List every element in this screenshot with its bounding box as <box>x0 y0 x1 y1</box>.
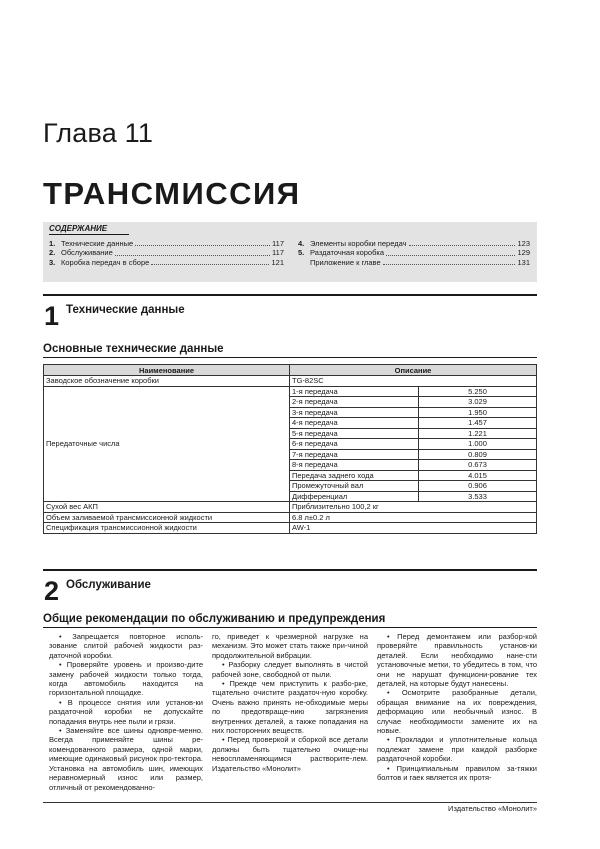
ratio-value: 4.015 <box>419 470 537 481</box>
table-cell-value: TG-82SC <box>290 376 537 387</box>
section-2-number: 2 <box>44 576 60 606</box>
section-1-subtitle-rule <box>43 357 537 358</box>
paragraph: • В процессе снятия или установ-ки раздаточной коробки не допускайте попадания внутрь нее пыли и грязи. <box>49 697 203 726</box>
page-title: ТРАНСМИССИЯ <box>43 176 301 211</box>
ratio-value: 5.250 <box>419 386 537 397</box>
ratio-name: 1-я передача <box>290 386 419 397</box>
toc-heading: СОДЕРЖАНИЕ <box>49 224 108 233</box>
toc-item[interactable]: 2. Обслуживание 117 <box>49 248 284 258</box>
ratio-value: 0.809 <box>419 449 537 460</box>
ratio-name: 3-я передача <box>290 407 419 418</box>
section-1-title: Технические данные <box>66 304 185 316</box>
paragraph: • Прежде чем приступить к разбо-рке, тщательно очистите раздаточ-ную коробку. Очень важно принять не-обходимые меры по предотвраще-нию загрязнения внутренних деталей, а также попадания на них посторонних веществ. <box>212 679 368 736</box>
section-1-subtitle: Основные технические данные <box>43 343 224 355</box>
table-cell-value: AW-1 <box>290 523 537 534</box>
ratio-name: Передача заднего хода <box>290 470 419 481</box>
ratio-name: 7-я передача <box>290 449 419 460</box>
paragraph: • Перед проверкой и сборкой все детали должны быть тщательно очище-ны невоспламеняющимся растворите-лем. Издательство «Монолит» <box>212 735 368 773</box>
ratio-name: 6-я передача <box>290 439 419 450</box>
paragraph: • Проверяйте уровень и произво-дите замену рабочей жидкости только тогда, когда автомобиль находится на горизонтальной площадке. <box>49 660 203 698</box>
table-cell-label: Передаточные числа <box>44 386 290 502</box>
table-cell-label: Объем заливаемой трансмиссионной жидкости <box>44 512 290 523</box>
paragraph: • Прокладки и уплотнительные кольца подлежат замене при каждой разборке раздаточной коробки. <box>377 735 537 764</box>
footer-publisher: Издательство «Монолит» <box>448 804 537 813</box>
text-column-3 <box>377 632 537 783</box>
ratio-name: 4-я передача <box>290 418 419 429</box>
ratio-value: 0.673 <box>419 460 537 471</box>
section-2-subtitle: Общие рекомендации по обслуживанию и предупреждения <box>43 613 386 625</box>
ratio-name: Дифференциал <box>290 491 419 502</box>
paragraph: го, приведет к чрезмерной нагрузке на механизм. Это может стать также при-чиной продолжительной вибрации. <box>212 632 368 660</box>
paragraph: • Заменяйте все шины одновре-менно. Всегда применяйте шины ре-комендованного размера, одной марки, имеющие одинаковый рисунок про-тектора. Установка на автомобиль шин, имеющих неравномерный износ или размер, отличный от рекомендованно- <box>49 726 203 792</box>
toc-item[interactable]: 1. Технические данные 117 <box>49 239 284 248</box>
paragraph: • Принципиальным правилом за-тяжки болтов и гаек является их протя- <box>377 763 537 783</box>
ratio-name: 8-я передача <box>290 460 419 471</box>
toc-heading-underline <box>49 234 129 235</box>
paragraph: • Перед демонтажем или разбор-кой проверяйте правильность установ-ки деталей. Если необходимо нане-сти установочные метки, то убедитесь в том, что они не нарушат функциони-рование тех деталей, на которые будут нанесены. <box>377 632 537 689</box>
ratio-value: 3.533 <box>419 491 537 502</box>
toc-item[interactable]: 4. Элементы коробки передач 123 <box>298 239 530 248</box>
spec-table <box>43 364 537 534</box>
table-row <box>44 376 537 387</box>
ratio-name: 2-я передача <box>290 397 419 408</box>
ratio-value: 1.000 <box>419 439 537 450</box>
toc-left-column <box>49 239 284 267</box>
toc-right-column <box>298 239 530 267</box>
paragraph: • Запрещается повторное исполь-зование слитой рабочей жидкости раз-даточной коробки. <box>49 632 203 660</box>
table-row <box>44 523 537 534</box>
chapter-label: Глава 11 <box>43 118 154 148</box>
text-column-1 <box>49 632 203 792</box>
toc-item[interactable]: 5. Раздаточная коробка 129 <box>298 248 530 258</box>
section-1-number: 1 <box>44 301 60 331</box>
section-2-rule <box>43 569 537 571</box>
ratio-value: 1.221 <box>419 428 537 439</box>
ratio-value: 3.029 <box>419 397 537 408</box>
section-2-title: Обслуживание <box>66 579 151 591</box>
section-1-rule <box>43 294 537 296</box>
table-row <box>44 386 537 397</box>
table-row <box>44 512 537 523</box>
toc-item[interactable]: Приложение к главе 131 <box>310 257 530 267</box>
text-column-2 <box>212 632 368 773</box>
footer-rule <box>43 802 537 803</box>
paragraph: • Осмотрите разобранные детали, обращая внимание на их повреждения, деформацию или необычный износ. В случае необходимости замените их на новые. <box>377 688 537 736</box>
section-2-subtitle-rule <box>43 627 537 628</box>
table-cell-label: Сухой вес АКП <box>44 502 290 513</box>
table-cell-label: Спецификация трансмиссионной жидкости <box>44 523 290 534</box>
ratio-name: Промежуточный вал <box>290 481 419 492</box>
ratio-value: 1.950 <box>419 407 537 418</box>
table-row <box>44 502 537 513</box>
table-header: Наименование <box>44 365 290 376</box>
table-cell-value: Приблизительно 100,2 кг <box>290 502 537 513</box>
table-header: Описание <box>290 365 537 376</box>
table-cell-value: 6.8 л±0.2 л <box>290 512 537 523</box>
ratio-name: 5-я передача <box>290 428 419 439</box>
paragraph: • Разборку следует выполнять в чистой рабочей зоне, свободной от пыли. <box>212 660 368 679</box>
ratio-value: 0.906 <box>419 481 537 492</box>
table-header-row <box>44 365 537 376</box>
toc-item[interactable]: 3. Коробка передач в сборе 121 <box>49 257 284 267</box>
table-cell-label: Заводское обозначение коробки <box>44 376 290 387</box>
ratio-value: 1.457 <box>419 418 537 429</box>
